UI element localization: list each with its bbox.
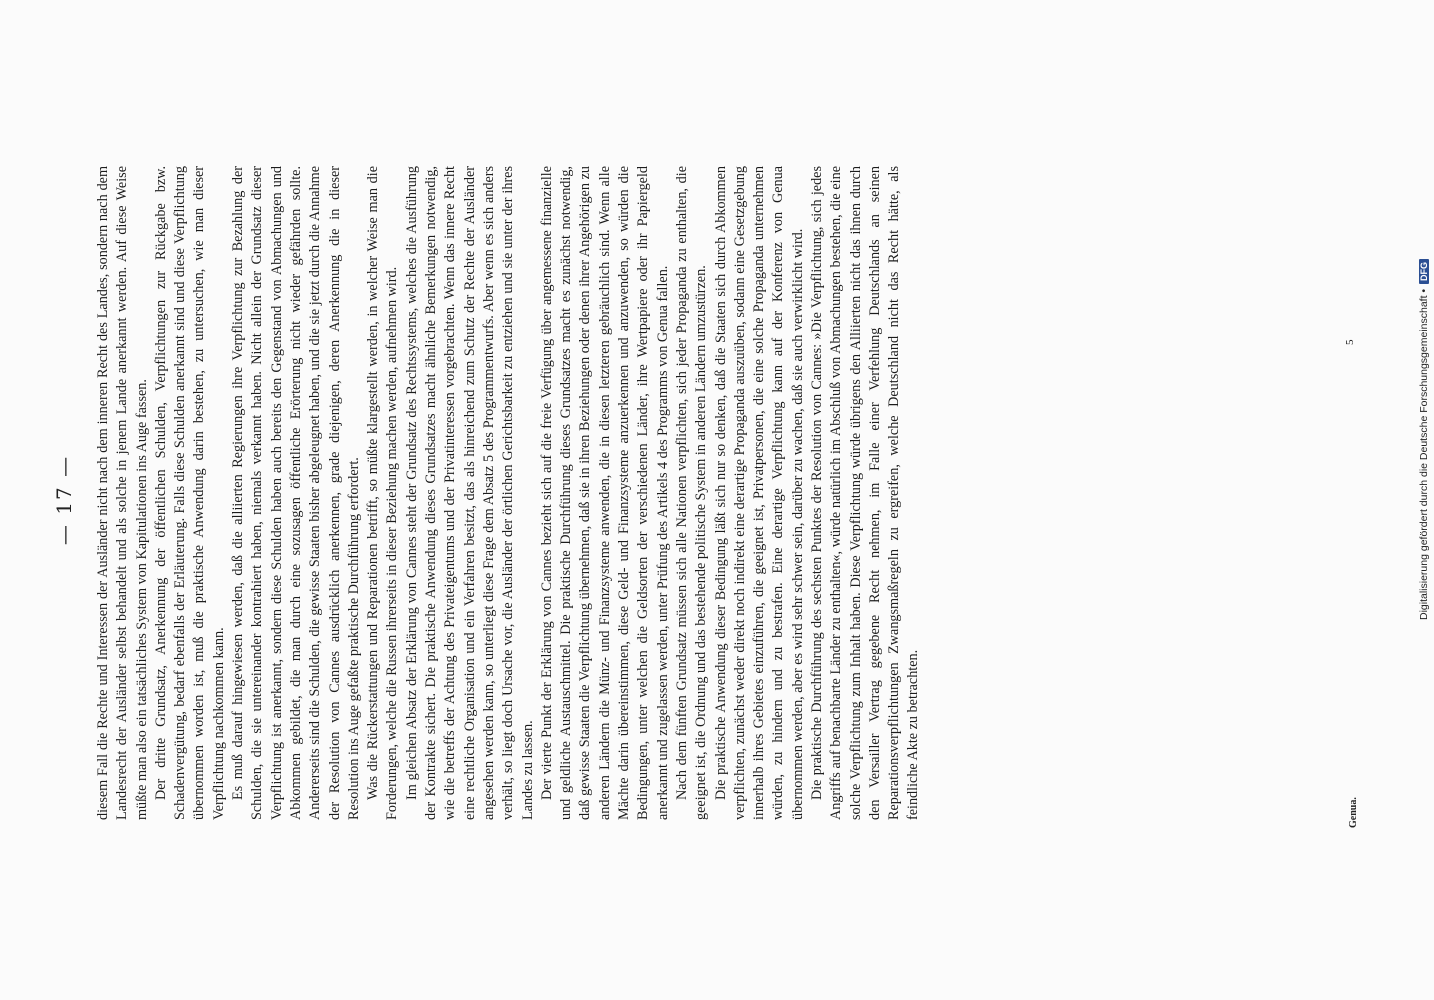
printer-signature: Genua. — [1348, 797, 1359, 828]
credit-text: Digitalisierung gefördert durch die Deutsche Forschungsgemeinschaft • — [1418, 288, 1430, 620]
paragraph: Der dritte Grundsatz, Anerkennung der öffentlichen Schulden, Verpflichtungen zur Rückgabe bzw. Schadenvergütung, bedarf ebenfalls der Erläuterung. Falls diese Schulden anerkannt sind und diese Verpflichtung übernommen worden ist, muß die praktische Anwendung darin bestehen, zu untersuchen, wie man dieser Verpflichtung nachkommen kann. — [152, 166, 227, 820]
paragraph: Die praktische Anwendung dieser Bedingung läßt sich nur so denken, daß die Staaten sich durch Abkommen verpflichten, zunächst weder direkt noch indirekt eine derartige Propaganda auszuüben, sodann eine Gesetzgebung innerhalb ihres Gebietes einzuführen, die geeignet ist, Privatpersonen, die eine solche Propaganda unternehmen würden, zu hindern und zu bestrafen. Eine derartige Verpflichtung kann auf der Konferenz von Genua übernommen werden, aber es wird sehr schwer sein, darüber zu wachen, daß sie auch verwirklicht wird. — [712, 166, 806, 820]
body-text — [94, 166, 924, 820]
paragraph: Nach dem fünften Grundsatz müssen sich alle Nationen verpflichten, sich jeder Propaganda zu enthalten, die geeignet ist, die Ordnung und das bestehende politische System in anderen Ländern umzustürzen. — [673, 166, 710, 820]
paragraph: Der vierte Punkt der Erklärung von Cannes bezieht sich auf die freie Verfügung über angemessene finanzielle und geldliche Austauschmittel. Die praktische Durchführung dieses Grundsatzes macht es zunächst notwendig, daß gewisse Staaten die Verpflichtung übernehmen, daß sie in ihren Beziehungen oder denen ihrer Angehörigen zu anderen Ländern die Münz- und Finanzsysteme anwenden, die in diesen letzteren gebräuchlich sind. Wenn alle Mächte darin übereinstimmen, diese Geld- und Finanzsysteme anzuerkennen und anzuwenden, so würden die Bedingungen, unter welchen die Geldsorten der verschiedenen Länder, ihre Wertpapiere oder ihr Papiergeld anerkannt und zugelassen werden, unter Prüfung des Artikels 4 des Programms von Genua fallen. — [538, 166, 671, 820]
page-number: — 17 — — [52, 454, 76, 546]
paragraph: Was die Rückerstattungen und Reparationen betrifft, so müßte klargestellt werden, in welcher Weise man die Forderungen, welche die Russen ihrerseits in dieser Beziehung machen werden, aufnehmen wird. — [365, 166, 401, 820]
paragraph: Es muß darauf hingewiesen werden, daß die alliierten Regierungen ihre Verpflichtung zur Bezahlung der Schulden, die sie untereinander kontrahiert haben, niemals verkannt haben. Nicht allein der Grundsatz dieser Verpflichtung ist anerkannt, sondern diese Schulden haben auch bereits den Gegenstand von Abmachungen und Abkommen gebildet, die man durch eine sozusagen öffentliche Erörterung nicht wieder gefährden sollte. Andererseits sind die Schulden, die gewisse Staaten bisher abgeleugnet haben, und die sie jetzt durch die Annahme der Resolution von Cannes ausdrücklich anerkennen, grade diejenigen, deren Anerkennung die in dieser Resolution ins Auge gefaßte praktische Durchführung erfordert. — [230, 166, 362, 820]
paragraph: diesem Fall die Rechte und Interessen der Ausländer nicht nach dem inneren Recht des Landes, sondern nach dem Landesrecht der Ausländer selbst behandelt und als solche in jenem Lande anerkannt werden. Auf diese Weise müßte man also ein tatsächliches System von Kapitulationen ins Auge fassen. — [95, 166, 150, 820]
dfg-logo: DFG — [1419, 259, 1429, 284]
paragraph: Die praktische Durchführung des sechsten Punktes der Resolution von Cannes: »Die Verpflichtung, sich jedes Angriffs auf benachbarte Länder zu enthalten«, würde natürlich im Abschluß von Abmachungen bestehen, die eine solche Verpflichtung zum Inhalt haben. Diese Verpflichtung würde übrigens den Alliierten nicht das ihnen durch den Versailler Vertrag gegebene Recht nehmen, im Falle einer Verfehlung Deutschlands an seinen Reparationsverpflichtungen Zwangsmaßregeln zu ergreifen, welche Deutschland nicht das Recht hätte, als feindliche Akte zu betrachten. — [808, 166, 922, 820]
paragraph: Im gleichen Absatz der Erklärung von Cannes steht der Grundsatz des Rechtssystems, welches die Ausführung der Kontrakte sichert. Die praktische Anwendung dieses Grundsatzes macht ähnliche Bemerkungen notwendig, wie die betreffs der Achtung des Privateigentums und der Privatinteressen vorgebrachten. Wenn das innere Recht eine rechtliche Organisation und ein Verfahren besitzt, das als hinreichend zum Schutz der Rechte der Ausländer angesehen werden kann, so unterliegt diese Frage dem Absatz 5 des Programmentwurfs. Aber wenn es sich anders verhält, so liegt doch Ursache vor, die Ausländer der örtlichen Gerichtsbarkeit zu entziehen und sie unter der ihres Landes zu lassen. — [403, 166, 536, 820]
sheet-number: 5 — [1344, 339, 1356, 345]
digitization-credit — [1418, 20, 1430, 620]
